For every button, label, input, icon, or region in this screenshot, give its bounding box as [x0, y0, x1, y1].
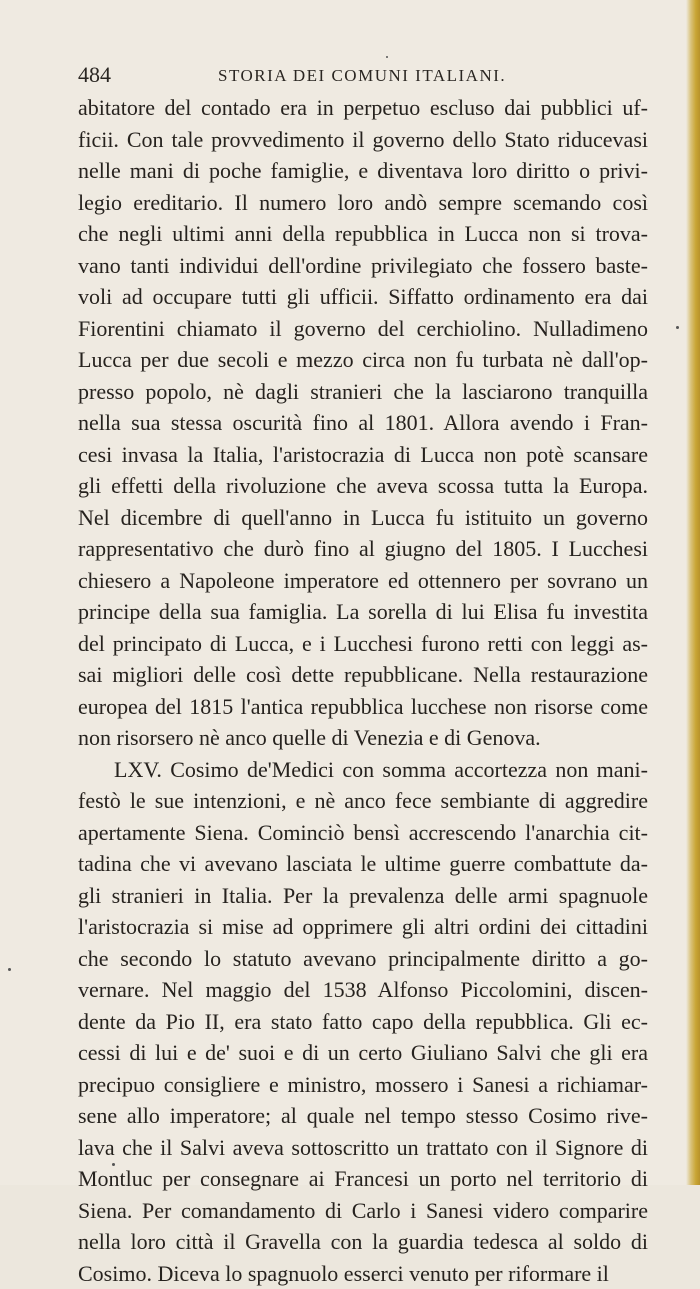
text-line: Cosimo. Diceva lo spagnuolo esserci venuto per riformare il	[78, 1258, 648, 1289]
text-line: rappresentativo che durò fino al giugno del 1805. I Lucchesi	[78, 533, 648, 565]
text-line: sene allo imperatore; al quale nel tempo stesso Cosimo rive-	[78, 1100, 648, 1132]
text-line: principe della sua famiglia. La sorella di lui Elisa fu investita	[78, 596, 648, 628]
text-line: Nel dicembre di quell'anno in Lucca fu istituito un governo	[78, 502, 648, 534]
text-line: presso popolo, nè dagli stranieri che la lasciarono tranquilla	[78, 376, 648, 408]
text-line: apertamente Siena. Cominciò bensì accrescendo l'anarchia cit-	[78, 817, 648, 849]
text-line: nelle mani di poche famiglie, e diventava loro diritto o privi-	[78, 155, 648, 187]
text-line: Siena. Per comandamento di Carlo i Sanesi videro comparire	[78, 1195, 648, 1227]
text-line: europea del 1815 l'antica repubblica lucchese non risorse come	[78, 691, 648, 723]
text-line: cessi di lui e de' suoi e di un certo Giuliano Salvi che gli era	[78, 1037, 648, 1069]
running-head: STORIA DEI COMUNI ITALIANI.	[218, 62, 506, 90]
page-number: 484	[78, 60, 111, 90]
ink-speck	[112, 1163, 115, 1166]
ink-speck	[676, 326, 679, 329]
text-line: l'aristocrazia si mise ad opprimere gli altri ordini dei cittadini	[78, 911, 648, 943]
text-line: cesi invasa la Italia, l'aristocrazia di Lucca non potè scansare	[78, 439, 648, 471]
text-line: ficii. Con tale provvedimento il governo dello Stato riducevasi	[78, 124, 648, 156]
text-line: vano tanti individui dell'ordine privilegiato che fossero baste-	[78, 250, 648, 282]
text-line: Montluc per consegnare ai Francesi un porto nel territorio di	[78, 1163, 648, 1195]
text-line: LXV. Cosimo de'Medici con somma accortezza non mani-	[78, 754, 648, 786]
text-line: chiesero a Napoleone imperatore ed ottennero per sovrano un	[78, 565, 648, 597]
page-edge	[686, 0, 700, 1185]
text-line: precipuo consigliere e ministro, mossero i Sanesi a richiamar-	[78, 1069, 648, 1101]
text-line: gli stranieri in Italia. Per la prevalenza delle armi spagnuole	[78, 880, 648, 912]
body-text	[78, 92, 648, 1289]
text-line: voli ad occupare tutti gli ufficii. Siffatto ordinamento era dai	[78, 281, 648, 313]
text-line: gli effetti della rivoluzione che aveva scossa tutta la Europa.	[78, 470, 648, 502]
text-line: tadina che vi avevano lasciata le ultime guerre combattute da-	[78, 848, 648, 880]
text-line: nella sua stessa oscurità fino al 1801. Allora avendo i Fran-	[78, 407, 648, 439]
text-line: lava che il Salvi aveva sottoscritto un trattato con il Signore di	[78, 1132, 648, 1164]
text-line: Fiorentini chiamato il governo del cerchiolino. Nulladimeno	[78, 313, 648, 345]
text-line: legio ereditario. Il numero loro andò sempre scemando così	[78, 187, 648, 219]
text-line: sai migliori delle così dette repubblicane. Nella restaurazione	[78, 659, 648, 691]
text-line: nella loro città il Gravella con la guardia tedesca al soldo di	[78, 1226, 648, 1258]
text-line: Lucca per due secoli e mezzo circa non fu turbata nè dall'op-	[78, 344, 648, 376]
paragraph	[78, 754, 648, 1289]
text-line: vernare. Nel maggio del 1538 Alfonso Piccolomini, discen-	[78, 974, 648, 1006]
text-line: dente da Pio II, era stato fatto capo della repubblica. Gli ec-	[78, 1006, 648, 1038]
paragraph	[78, 92, 648, 754]
text-line: che negli ultimi anni della repubblica in Lucca non si trova-	[78, 218, 648, 250]
text-line: non risorsero nè anco quelle di Venezia e di Genova.	[78, 722, 648, 754]
text-line: abitatore del contado era in perpetuo escluso dai pubblici uf-	[78, 92, 648, 124]
ink-speck	[386, 56, 388, 58]
text-line: del principato di Lucca, e i Lucchesi furono retti con leggi as-	[78, 628, 648, 660]
ink-speck	[8, 968, 11, 971]
text-line: che secondo lo statuto avevano principalmente diritto a go-	[78, 943, 648, 975]
text-line: festò le sue intenzioni, e nè anco fece sembiante di aggredire	[78, 785, 648, 817]
page-header	[78, 60, 642, 94]
